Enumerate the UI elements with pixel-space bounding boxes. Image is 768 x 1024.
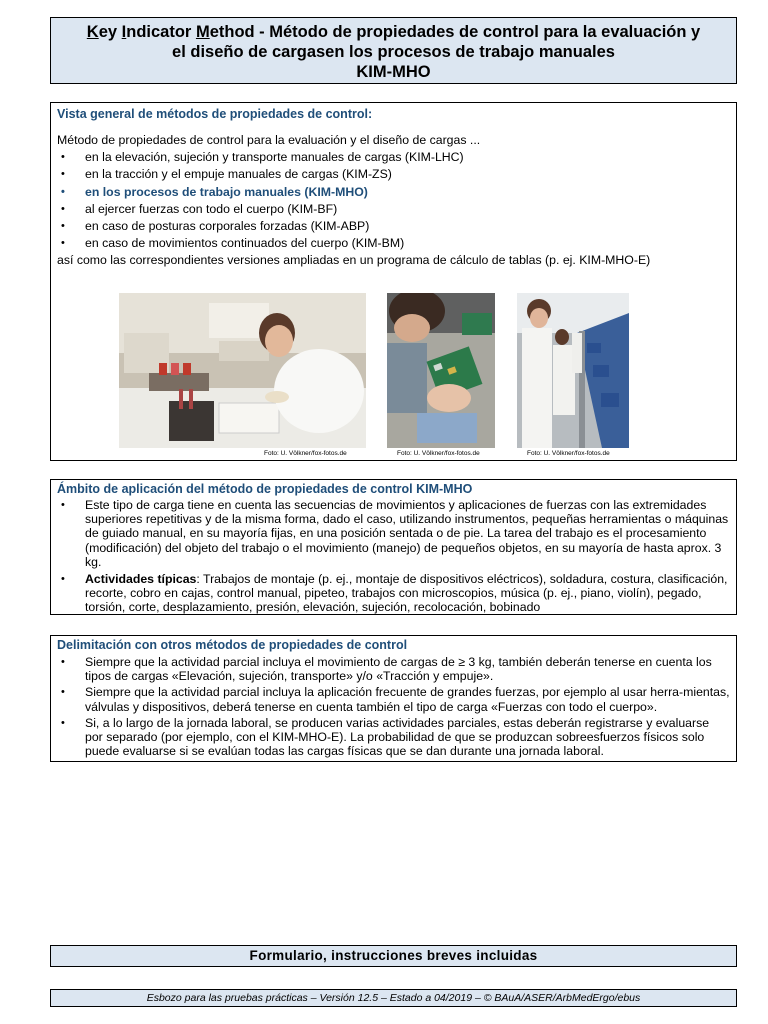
list-item: • en caso de movimientos continuados del cuerpo (KIM-BM)	[57, 235, 730, 252]
delimitation-list	[57, 655, 730, 758]
footer: Esbozo para las pruebas prácticas – Versión 12.5 – Estado a 04/2019 – © BAuA/ASER/ArbMedErgo/ebus	[50, 989, 737, 1007]
scope-section	[50, 479, 737, 615]
delimitation-heading: Delimitación con otros métodos de propiedades de control	[57, 638, 408, 652]
photo-assembly-line	[517, 293, 629, 448]
list-item: • Si, a lo largo de la jornada laboral, se producen varias actividades parciales, estas deberán registrarse y evaluarse por separado (por ejemplo, con el KIM-MHO-E). La probabilidad de que se produzcan sobreesfuerzos físicos solo puede evaluarse si se evalúan todas las cargas físicas que se dan durante una jornada laboral.	[57, 716, 730, 759]
photo-credit: Foto: U. Völkner/fox-fotos.de	[527, 450, 610, 457]
typical-activities-text: : Trabajos de montaje (p. ej., montaje de dispositivos eléctricos), soldadura, costura, clasificación, recorte, cobro en cajas, control manual, pipeteo, trabajos con microscopios, música (p. ej., piano, violín), pegado, torsión, corte, desplazamiento, presión, elevación, sujeción, recolocación, bobinado	[85, 572, 728, 615]
typical-activities-label: Actividades típicas	[85, 572, 197, 587]
list-item: • Siempre que la actividad parcial incluya el movimiento de cargas de ≥ 3 kg, también deberán tenerse en cuenta los tipos de cargas «Elevación, sujeción, transporte» y/o «Tracción y empuje».	[57, 655, 730, 683]
list-item-highlighted: • en los procesos de trabajo manuales (KIM-MHO)	[57, 184, 730, 201]
photo-credit: Foto: U. Völkner/fox-fotos.de	[264, 450, 347, 457]
list-item: • en la tracción y el empuje manuales de cargas (KIM-ZS)	[57, 166, 730, 183]
overview-outro: así como las correspondientes versiones ampliadas en un programa de cálculo de tablas (p. ej. KIM-MHO-E)	[57, 253, 651, 268]
form-label: Formulario, instrucciones breves incluidas	[50, 945, 737, 967]
overview-list	[57, 149, 730, 252]
overview-heading: Vista general de métodos de propiedades de control:	[57, 107, 373, 121]
overview-intro: Método de propiedades de control para la evaluación y el diseño de cargas ...	[57, 133, 481, 147]
photo-circuit-board	[387, 293, 495, 448]
overview-section	[50, 102, 737, 461]
list-item: • Este tipo de carga tiene en cuenta las secuencias de movimientos y aplicaciones de fuerzas con las extremidades superiores repetitivas y de la misma forma, dado el caso, utilizando instrumentos, pequeñas herramientas o máquinas de guiado manual, en su mayoría fijas, en una posición sentada o de pie. La tarea del trabajo es el procesamiento (modificación) del objeto del trabajo o el movimiento (manejo) de pequeños objetos, en su mayoría de hasta aprox. 3 kg.	[57, 498, 730, 569]
document-title	[50, 17, 737, 84]
delimitation-section	[50, 635, 737, 762]
list-item: • al ejercer fuerzas con todo el cuerpo (KIM-BF)	[57, 201, 730, 218]
title-line-2: el diseño de cargasen los procesos de trabajo manuales	[172, 43, 615, 61]
photo-credit: Foto: U. Völkner/fox-fotos.de	[397, 450, 480, 457]
list-item	[57, 572, 730, 615]
title-line-3: KIM-MHO	[356, 63, 431, 81]
scope-list	[57, 498, 730, 615]
list-item: • en caso de posturas corporales forzadas (KIM-ABP)	[57, 218, 730, 235]
list-item: • Siempre que la actividad parcial incluya la aplicación frecuente de grandes fuerzas, por ejemplo al usar herra-mientas, válvulas y dispositivos, deberá tenerse en cuenta también el tipo de carga «Fuerzas con todo el cuerpo».	[57, 685, 730, 713]
photo-lab-worker	[119, 293, 366, 448]
list-item: • en la elevación, sujeción y transporte manuales de cargas (KIM-LHC)	[57, 149, 730, 166]
scope-heading: Ámbito de aplicación del método de propiedades de control KIM-MHO	[57, 482, 473, 496]
title-line-1: Key Indicator Method - Método de propiedades de control para la evaluación y	[86, 23, 701, 41]
